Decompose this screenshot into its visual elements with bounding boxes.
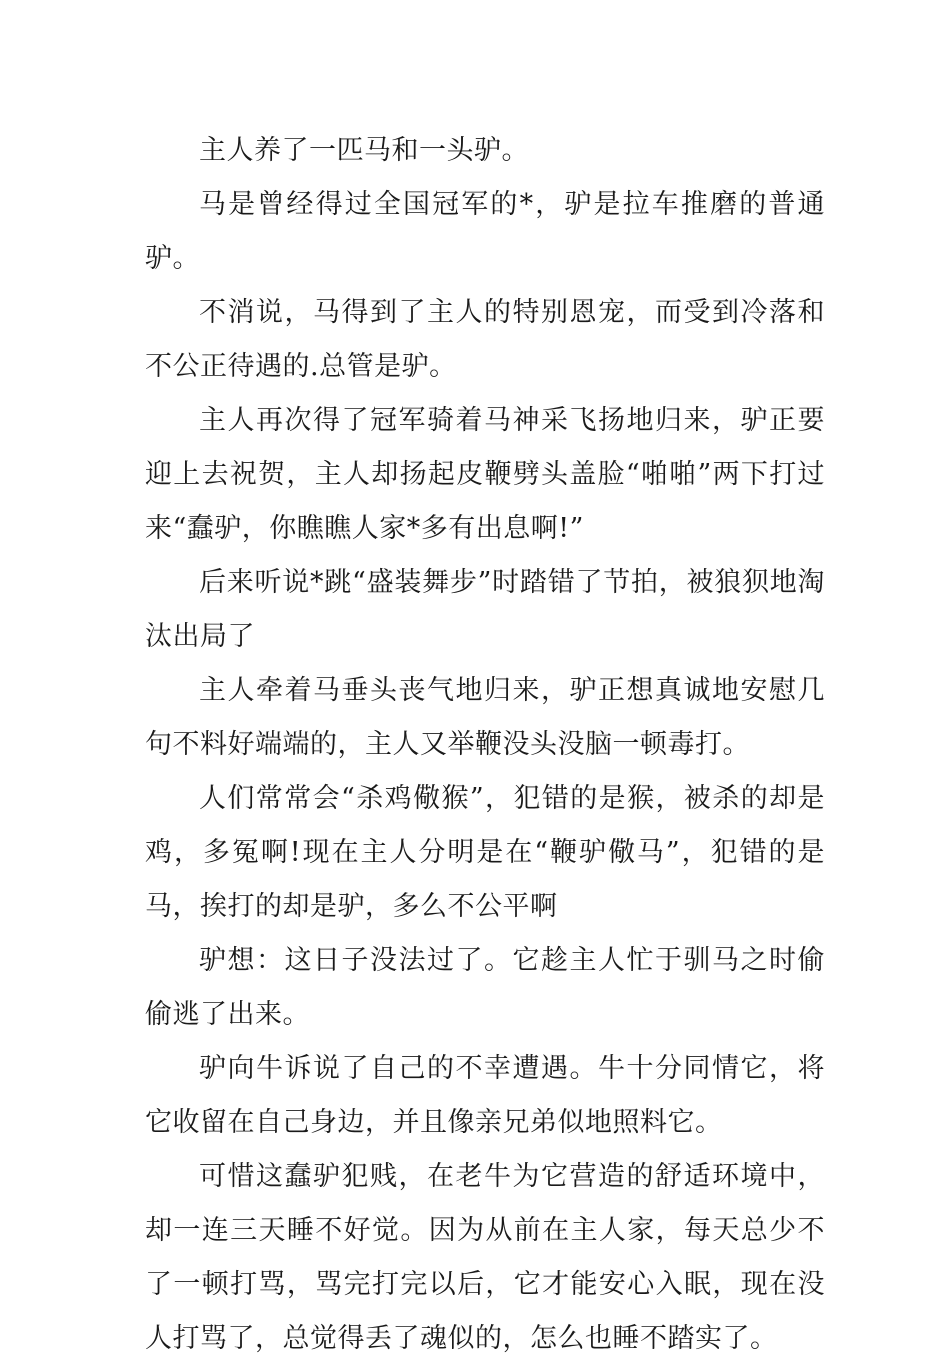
paragraph-5: 后来听说*跳“盛装舞步”时踏错了节拍，被狼狈地淘汰出局了	[145, 567, 825, 652]
paragraph-3: 不消说，马得到了主人的特别恩宠，而受到冷落和不公正待遇的.总管是驴。	[145, 297, 825, 382]
paragraph-9: 驴向牛诉说了自己的不幸遭遇。牛十分同情它，将它收留在自己身边，并且像亲兄弟似地照料它。	[145, 1053, 825, 1138]
paragraph-2: 马是曾经得过全国冠军的*，驴是拉车推磨的普通驴。	[145, 189, 825, 274]
paragraph-4: 主人再次得了冠军骑着马神采飞扬地归来，驴正要迎上去祝贺，主人却扬起皮鞭劈头盖脸“啪啪”两下打过来“蠢驴，你瞧瞧人家*多有出息啊!”	[145, 405, 825, 544]
document-body	[145, 124, 825, 1366]
paragraph-8: 驴想：这日子没法过了。它趁主人忙于驯马之时偷偷逃了出来。	[145, 945, 825, 1030]
paragraph-6: 主人牵着马垂头丧气地归来，驴正想真诚地安慰几句不料好端端的，主人又举鞭没头没脑一顿毒打。	[145, 675, 825, 760]
paragraph-1: 主人养了一匹马和一头驴。	[199, 135, 529, 166]
paragraph-7: 人们常常会“杀鸡儆猴”，犯错的是猴，被杀的却是鸡，多冤啊!现在主人分明是在“鞭驴儆马”，犯错的是马，挨打的却是驴，多么不公平啊	[145, 783, 825, 922]
paragraph-10: 可惜这蠢驴犯贱，在老牛为它营造的舒适环境中，却一连三天睡不好觉。因为从前在主人家，每天总少不了一顿打骂，骂完打完以后，它才能安心入眠，现在没人打骂了，总觉得丢了魂似的，怎么也睡不踏实了。	[145, 1161, 825, 1354]
